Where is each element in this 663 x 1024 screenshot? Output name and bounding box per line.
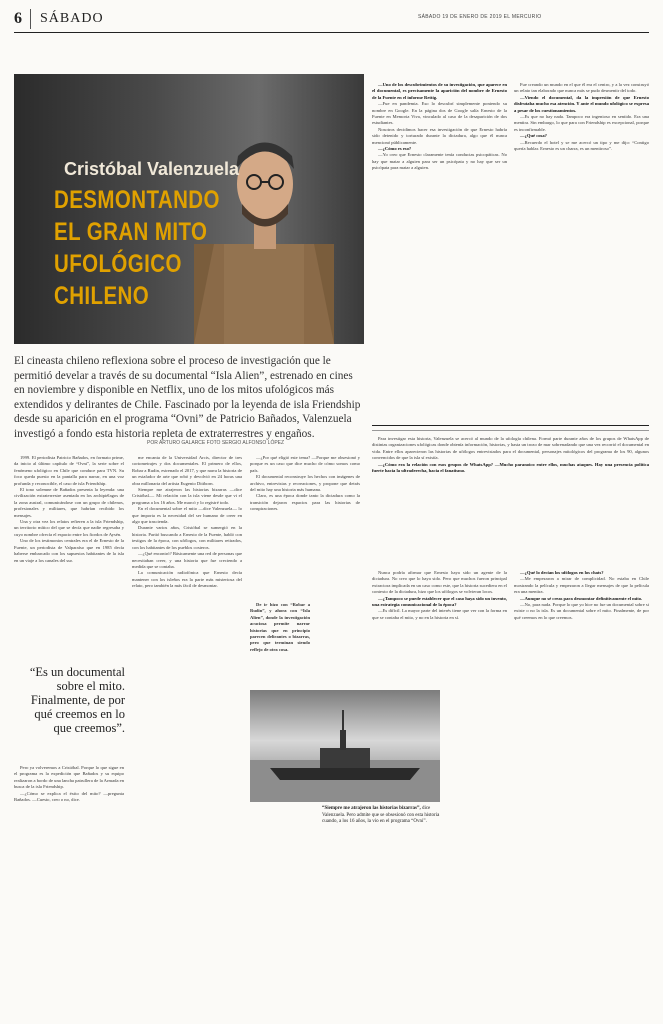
headline-line-4: CHILENO (54, 282, 150, 310)
body-paragraph: Uno de los testimonios centrales era el de Ernesto de la Fuente, un periodista de Valparaíso que en 1985 decía haberse embarcado con los supuestos habitantes de la isla en un viaje a los canales del sur. (14, 538, 124, 563)
hero-photo (14, 74, 364, 344)
body-paragraph: Pero ya volveremos a Cristóbal. Porque lo que sigue en el programa es la expedición que Bañados y su equipo realizaron a bordo de una lancha patrullera de la Armada en busca de la isla Friendship. (14, 765, 124, 790)
body-paragraph: —Fue en pandemia. Eso lo descubrí simplemente poniendo su nombre en Google. En la página dos de Google salía Ernesto de la Fuente en Memoria Viva, vinculado al caso de la desaparición de dos estudiantes. (372, 101, 507, 126)
body-paragraph: El tono solemne de Bañados presenta la leyenda: una civilización extraterrestre asentada en los archipiélagos de la zona austral, comunicándose con un grupo de chilenos, profesionales y militares, que habrían recibido los mensajes. (14, 487, 124, 518)
body-paragraph: —No, para nada. Porque lo que yo hice no fue un documental sobre si existe o no la isla. Es un documental sobre el mito. Finalmente, de por qué creemos en lo que creemos. (514, 602, 649, 620)
interview-question: —Viendo el documental, da la impresión de que Ernesto disfrutaba mucho esa atención. Y ante el mundo ufológico se expresa a pesar de los cuestionamientos. (514, 94, 649, 113)
header-separator (30, 9, 31, 29)
interview-question: —Aunque no sé creas para desmontar definitivamente el mito. (520, 595, 643, 601)
body-paragraph: —Recuerdo el hotel y se me acercó un tipo y me dijo: “Contigo quería hablar. Ernesto es un charra, es un mentiroso”. (514, 139, 649, 152)
body-paragraph: Nosotros decidimos hacer esa investigación de que Ernesto habría sido detenido y torturado durante la dictadura, algo que él nunca mencionó públicamente. (372, 126, 507, 145)
body-paragraph: —¿Qué encontró? Básicamente una red de personas que necesitaban creer, y una historia que fue creciendo a medida que se contaba. (132, 551, 242, 569)
header-rule (14, 32, 649, 33)
headline-line-1: DESMONTANDO (54, 186, 220, 214)
body-column-r1 (372, 82, 507, 172)
interview-question: —Uno de los descubrimientos de su investigación, que aparece en el documental, es precisamente la aparición del nombre de Ernesto de la Fuente en el informe Rettig. (372, 82, 507, 100)
section-rule-thin (372, 430, 649, 431)
body-column-r3 (372, 436, 649, 474)
body-column-r2 (514, 82, 649, 152)
body-column-r5 (514, 570, 649, 621)
author-byline: Cristóbal Valenzuela (64, 159, 240, 179)
body-paragraph: —Es que no hay nada. Tampoco era ingenioso en sentido. Era una mentira. Sin embargo, lo que para con Friendship es excepcional, porque es inconfirmable. (514, 114, 649, 132)
headline-line-2: EL GRAN MITO (54, 218, 208, 246)
interview-question: —¿Cómo era la relación con esos grupos de WhatsApp? —Mucho paranoico entre ellos, muchas ataques. Hay una presencia política fuerte hacia la ultraderecha, hacia el fanatismo. (372, 461, 649, 474)
boat-caption (250, 602, 310, 653)
body-paragraph: Durante varios años, Cristóbal se sumergió en la historia. Partió buscando a Ernesto de la Fuente, habló con testigos de la época, con ufólogos, con militares retirados, con los habitantes de los pueblos costeros. (132, 525, 242, 550)
ship-caption (322, 806, 442, 826)
section-rule (372, 425, 649, 426)
body-paragraph: Una y otra vez los relatos refieren a la isla Friendship, un territorio mítico del que se decía que nadie regresaba y cuyo nombre ofrecía el espacio entre los fiordos de Aysén. (14, 519, 124, 537)
body-column-a (14, 455, 124, 564)
interview-question: —¿Qué lo decían los ufólogos en los chats? (520, 570, 604, 575)
interview-question: —¿Qué cosa? (520, 133, 547, 139)
portrait-illustration (184, 94, 344, 344)
body-paragraph: me encanta de la Universidad Arcis, director de tres cortometrajes y dos documentales. El primero de ellos, Robar a Rudin, estrenado el 2017, y que narra la historia de un estafador de arte que robó y devolvió en 24 horas una obra millonaria del artista Eugenio Dittborn. (132, 455, 242, 486)
body-paragraph: 1999. El periodista Patricio Bañados, en formato prime, da inicio al último capítulo de “Ovni”, la serie sobre el fenómeno ufológico en Chile que conduce para TVN. Su foco queda puesto en la pantalla para narrar, en una voz profunda y reconocible, el caso de isla Friendship. (14, 455, 124, 486)
body-column-r4 (372, 570, 507, 621)
body-paragraph: Claro, es una época donde tanto la dictadura como la transición dejaron espacios para las historias de conspiraciones. (250, 493, 360, 512)
headline-line-3: UFOLÓGICO (54, 250, 182, 278)
body-paragraph: Fue creando un mundo en el que él era el centro, y a la vez construyó un relato tan elaborado que nunca más se pudo desmentir del todo. (514, 82, 649, 94)
ship-photo (250, 690, 440, 802)
ship-illustration (250, 690, 440, 802)
body-column-a-lower (14, 765, 124, 803)
body-column-b (132, 455, 242, 590)
body-paragraph: —Es difícil. La mayor parte del interés tiene que ver con la forma en que se contaba el mito, y no en la historia en sí. (372, 608, 507, 620)
caption-text: De ir hizo con “Robar a Rudin”, y ahora con “Isla Alien”, donde la investigación acuciosa permite narrar historias que en principio parecen delirantes o bizarras, pero que terminan siendo reflejo de otra cosa. (250, 602, 310, 652)
pull-quote: “Es un documental sobre el mito. Finalmente, de por qué creemos en lo que creemos”. (29, 665, 125, 735)
body-paragraph: En el documental sobre el mito —dice Valenzuela— lo que importa es la necesidad del ser humano de creer en algo que trascienda. (132, 506, 242, 525)
photo-credit: POR ARTURO GALARCE FOTO SERGIO ALFONSO LÓPEZ (147, 440, 285, 446)
body-paragraph: —Yo creo que Ernesto claramente tenía conductas psicopáticas. No hay que matar a alguien para ser un psicópata y no hay que ser un psicópata para matar a alguien. (372, 152, 507, 171)
body-paragraph: Siempre me atrajeron las historias bizarras —dice Cristóbal—. Mi relación con la isla viene desde que vi el programa a los 16 años. Me marcó y lo registré todo. (132, 487, 242, 505)
body-paragraph: El documental reconstruye los hechos con imágenes de archivo, entrevistas y recreaciones, y propone que detrás del mito hay una historia más humana. (250, 474, 360, 493)
page-number: 6 (14, 10, 22, 27)
standfirst: El cineasta chileno reflexiona sobre el proceso de investigación que le permitió develar a través de su documental “Isla Alien”, estrenado en cines en noviembre y disponible en Netflix, uno de los mitos ufológicos más extendidos y delirantes de Chile. Fascinado por la leyenda de isla Friendship desde su aparición en el programa “Ovni” de Patricio Bañados, Valenzuela investigó a fondo esta historia repleta de extraterrestres y engaños. (14, 355, 361, 440)
caption-text: dice Valenzuela. Pero admite que se obsesionó con esta historia cuando, a los 16 años, la vio en el programa “Ovni”. (322, 806, 440, 824)
body-paragraph: —¿Por qué eligió este tema? —Porque me obsesionó y porque es un caso que dice mucho de cómo somos como país. (250, 455, 360, 473)
body-paragraph: La comunicación radiofónica que Ernesto decía mantener con los isleños era la parte más misteriosa del relato, pero también la más fácil de desmontar. (132, 570, 242, 589)
body-paragraph: Para investigar esta historia, Valenzuela se acercó al mundo de la ufología chilena. Formó parte durante años de los grupos de WhatsApp de distintas organizaciones ufológicas donde obtenía información, historias, y hasta un trozo de mar sobrenadando que una vez recorrió el documental en vida. Entre ellos aparecieron las historias de ufólogos entrevistados para el documental, personajes mitológicos del programa de los 90, algunos convencidos de que la isla sí existía. (372, 436, 649, 461)
header-date: SÁBADO 19 DE ENERO DE 2019 EL MERCURIO (418, 14, 542, 20)
interview-question: —¿Cómo es eso? (378, 146, 412, 152)
section-name: SÁBADO (40, 11, 104, 26)
interview-question: —¿Tampoco se puede establecer que el caso haya sido un invento, una estrategia comunicacional de la época? (372, 595, 507, 608)
body-paragraph: —Me empezaron a mirar de complicidad. No estaba en Chile mostrando la película y empezaron a llegar mensajes de que la película era una mentira. (514, 576, 649, 595)
body-paragraph: —¿Cómo se explica el éxito del mito? —pregunta Bañados. —Cuesto, creo o no, dice. (14, 790, 124, 803)
body-column-c (250, 455, 360, 513)
caption-lead: “Siempre me atrajeron las historias bizarras”, (322, 806, 421, 811)
body-paragraph: Nunca podría afirmar que Ernesto haya sido un agente de la dictadura. No creo que lo haya sido. Pero que muchos fueron principal extractora implicada en un caso como este, que la historia sucediera en el contexto de la dictadura, hizo que los ufólogos se volvieran locos. (372, 570, 507, 595)
